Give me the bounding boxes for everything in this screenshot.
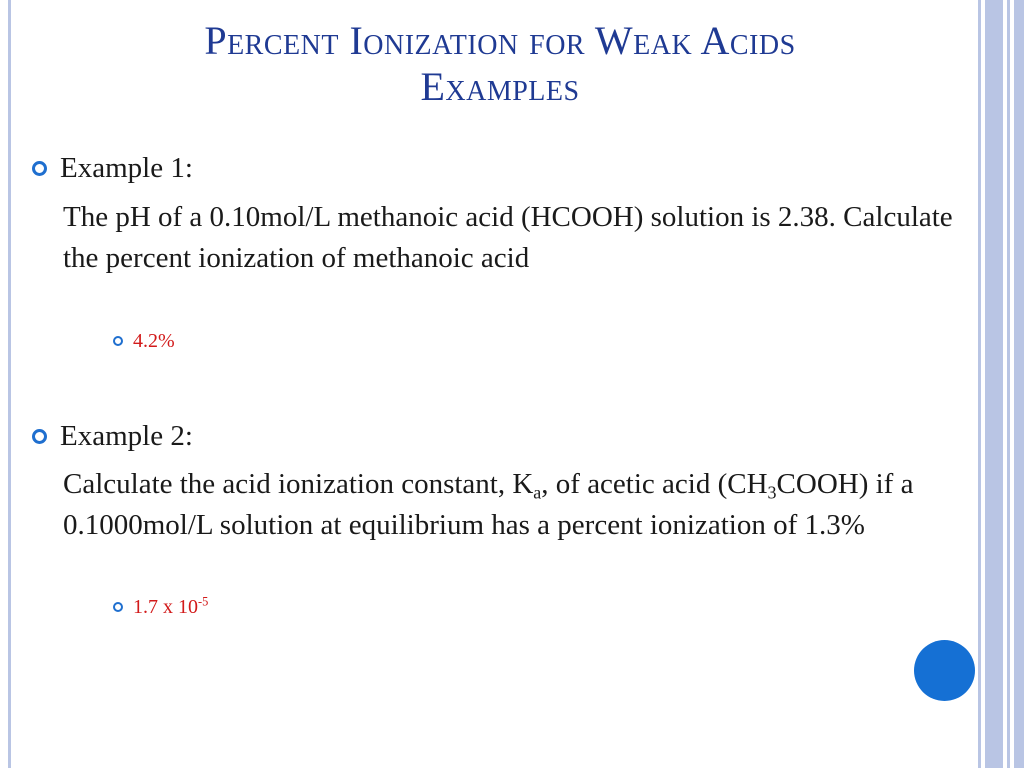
ka-subscript: a: [533, 482, 542, 503]
stripe: [1007, 0, 1010, 768]
ring-bullet-icon: [113, 336, 123, 346]
example-1-answer-row: [113, 328, 175, 354]
answer-2-base: 1.7 x 10: [133, 596, 198, 618]
left-border-rule: [8, 0, 11, 768]
example-2-heading-row: [32, 416, 193, 456]
example-1-heading: Example 1:: [60, 152, 193, 184]
slide-title: [20, 18, 980, 110]
example-2-question: [63, 464, 973, 546]
title-line-1: Percent Ionization for Weak Acids: [204, 18, 796, 63]
ring-bullet-icon: [32, 161, 47, 176]
blue-circle-decoration: [914, 640, 975, 701]
right-decorative-stripes: [978, 0, 1024, 768]
example-1-answer: 4.2%: [133, 330, 175, 352]
example-1-heading-row: [32, 148, 193, 188]
answer-2-exponent: -5: [198, 594, 209, 609]
example-2-answer-row: [113, 594, 208, 620]
q2-part1: Calculate the acid ionization constant, K: [63, 468, 534, 500]
stripe: [1014, 0, 1024, 768]
stripe: [978, 0, 981, 768]
ring-bullet-icon: [32, 429, 47, 444]
example-2-answer: [133, 594, 208, 620]
title-line-2: Examples: [420, 64, 580, 109]
q2-part3: COOH) if a 0.1000mol/L solution at equilibrium has a percent ionization of 1.3%: [63, 468, 914, 541]
ch3-subscript: 3: [767, 482, 777, 503]
example-2-heading: Example 2:: [60, 420, 193, 452]
q2-part2: , of acetic acid (CH: [541, 468, 768, 500]
example-1-question: The pH of a 0.10mol/L methanoic acid (HCOOH) solution is 2.38. Calculate the percent ionization of methanoic acid: [63, 201, 953, 274]
ring-bullet-icon: [113, 602, 123, 612]
stripe: [985, 0, 1003, 768]
